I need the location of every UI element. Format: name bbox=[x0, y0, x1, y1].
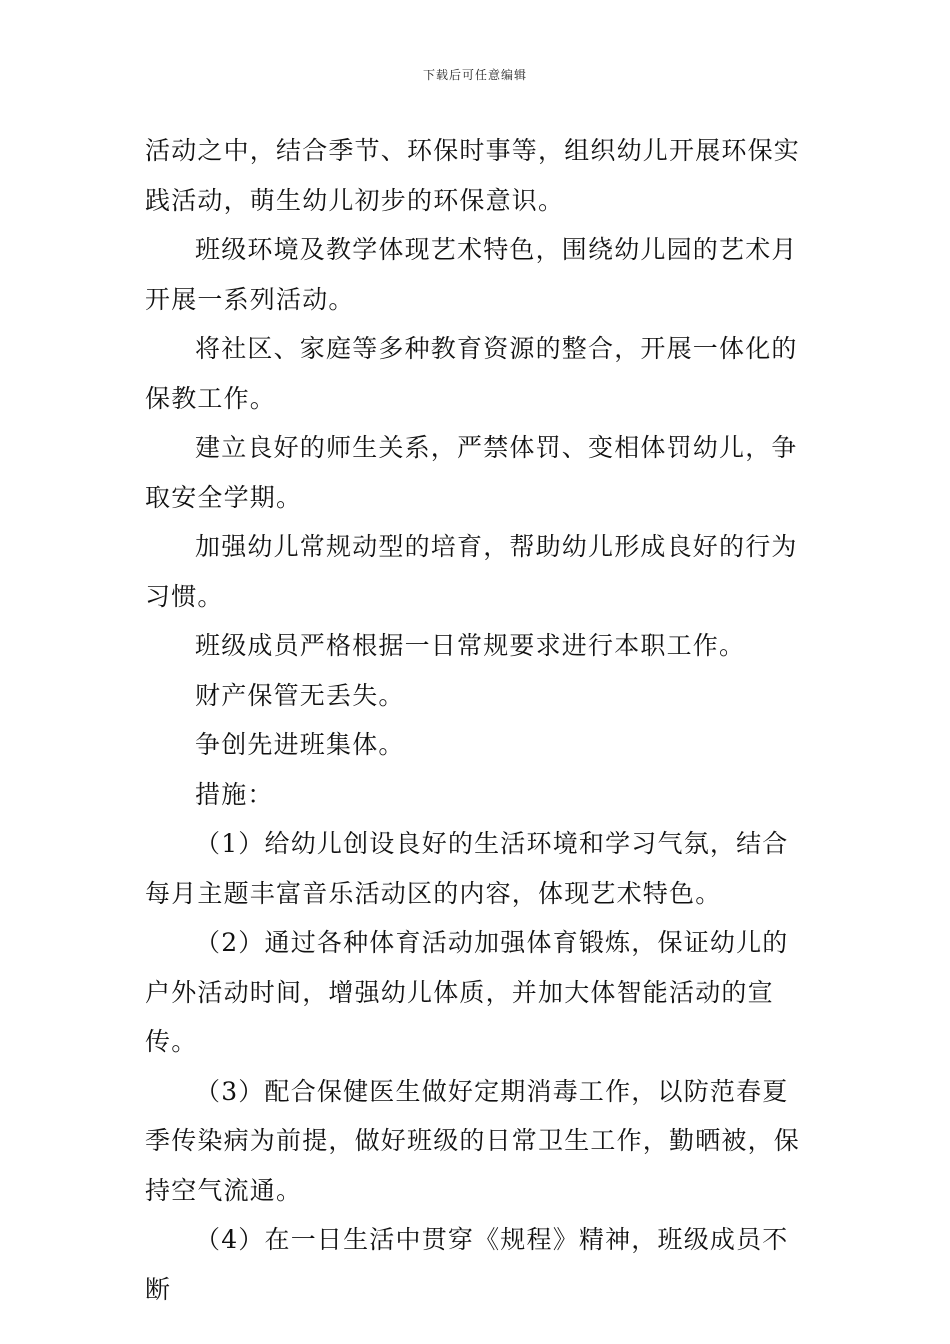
paragraph-8: 争创先进班集体。 bbox=[195, 730, 405, 759]
measure-item-3: （3）配合保健医生做好定期消毒工作，以防范春夏季传染病为前提，做好班级的日常卫生工作，勤晒被，保持空气流通。 bbox=[145, 1076, 801, 1205]
measure-item-4: （4）在一日生活中贯穿《规程》精神，班级成员不断 bbox=[145, 1225, 789, 1304]
measures-heading: 措施： bbox=[195, 779, 274, 809]
paragraph-2: 班级环境及教学体现艺术特色，围绕幼儿园的艺术月开展一系列活动。 bbox=[145, 235, 798, 314]
paragraph-4: 建立良好的师生关系，严禁体罚、变相体罚幼儿，争取安全学期。 bbox=[145, 433, 798, 512]
measure-item-2: （2）通过各种体育活动加强体育锻炼，保证幼儿的户外活动时间，增强幼儿体质，并加大体智能活动的宣传。 bbox=[145, 928, 789, 1056]
paragraph-1: 活动之中，结合季节、环保时事等，组织幼儿开展环保实践活动，萌生幼儿初步的环保意识。 bbox=[145, 136, 801, 215]
paragraph-7: 财产保管无丢失。 bbox=[195, 680, 405, 710]
paragraph-6: 班级成员严格根据一日常规要求进行本职工作。 bbox=[195, 631, 746, 660]
paragraph-5: 加强幼儿常规动型的培育，帮助幼儿形成良好的行为习惯。 bbox=[145, 532, 798, 611]
measure-item-1: （1）给幼儿创设良好的生活环境和学习气氛，结合每月主题丰富音乐活动区的内容，体现艺术特色。 bbox=[145, 829, 789, 908]
paragraph-3: 将社区、家庭等多种教育资源的整合，开展一体化的保教工作。 bbox=[145, 334, 798, 413]
document-body bbox=[145, 126, 810, 1314]
page-header: 下载后可任意编辑 bbox=[422, 68, 527, 82]
